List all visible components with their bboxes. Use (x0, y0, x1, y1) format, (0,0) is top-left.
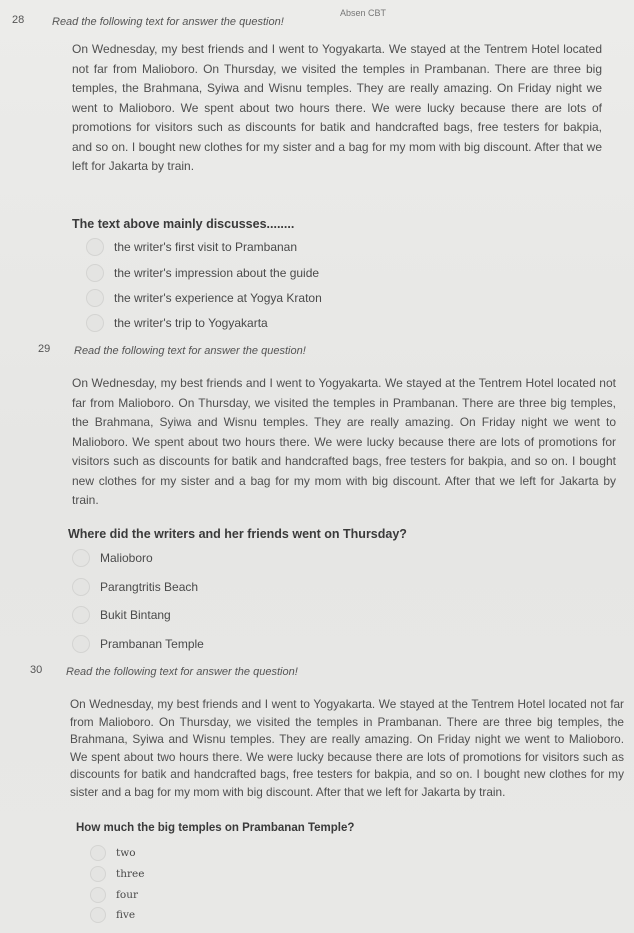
question-28-option-d[interactable] (86, 314, 268, 332)
question-30-option-c[interactable] (90, 887, 138, 903)
radio-button[interactable] (90, 866, 106, 882)
question-28-passage: On Wednesday, my best friends and I went to Yogyakarta. We stayed at the Tentrem Hotel located not far from Malioboro. On Thursday, we visited the temples in Prambanan. There are three big temples, the Brahmana, Syiwa and Wisnu temples. They are really amazing. On Friday night we went to Malioboro. We spent about two hours there. We were lucky because there are lots of promotions for visitors such as discounts for batik and handcrafted bags, free testers for bakpia, and so on. I bought new clothes for my sister and a bag for my mom with big discount. After that we left for Jakarta by train. (72, 42, 602, 173)
option-label: the writer's impression about the guide (114, 266, 320, 280)
question-29-option-d[interactable] (72, 635, 204, 653)
option-label: five (116, 909, 136, 921)
radio-button[interactable] (72, 606, 90, 624)
option-label: Parangtritis Beach (100, 580, 199, 594)
radio-button[interactable] (86, 314, 104, 332)
question-30-option-b[interactable] (90, 866, 144, 882)
question-30-passage: On Wednesday, my best friends and I went to Yogyakarta. We stayed at the Tentrem Hotel located not far from Malioboro. On Thursday, we visited the temples in Prambanan. There are three big temples, the Brahmana, Syiwa and Wisnu temples. They are really amazing. On Friday night we went to Malioboro. We spent about two hours there. We were lucky because there are lots of promotions for visitors such as discounts for batik and handcrafted bags, free testers for bakpia, and so on. I bought new clothes for my sister and a bag for my mom with big discount. After that we left for Jakarta by train. (70, 697, 624, 799)
radio-button[interactable] (86, 238, 104, 256)
question-29-instruction: Read the following text for answer the question! (74, 345, 306, 357)
radio-button[interactable] (90, 907, 106, 923)
question-30-option-d[interactable] (90, 907, 135, 923)
option-label: Bukit Bintang (100, 608, 171, 622)
option-label: two (116, 847, 136, 859)
question-30-number: 30 (30, 664, 43, 676)
question-30-option-a[interactable] (90, 845, 136, 861)
question-28-option-c[interactable] (86, 289, 322, 307)
option-label: Malioboro (100, 551, 153, 565)
question-28-number: 28 (12, 14, 25, 26)
radio-button[interactable] (72, 549, 90, 567)
question-29-number: 29 (38, 343, 51, 355)
option-label: the writer's experience at Yogya Kraton (114, 291, 322, 305)
question-28-option-b[interactable] (86, 264, 319, 282)
exam-header-tag: Absen CBT (340, 8, 387, 18)
option-label: Prambanan Temple (100, 637, 204, 651)
radio-button[interactable] (72, 578, 90, 596)
question-28-instruction: Read the following text for answer the question! (52, 16, 284, 28)
question-29-stem: Where did the writers and her friends went on Thursday? (68, 527, 407, 541)
radio-button[interactable] (86, 289, 104, 307)
question-29-option-b[interactable] (72, 578, 198, 596)
question-28-option-a[interactable] (86, 238, 297, 256)
option-label: the writer's first visit to Prambanan (114, 240, 298, 254)
question-29-option-a[interactable] (72, 549, 153, 567)
radio-button[interactable] (86, 264, 104, 282)
radio-button[interactable] (90, 887, 106, 903)
question-30-stem: How much the big temples on Prambanan Temple? (76, 822, 355, 834)
radio-button[interactable] (90, 845, 106, 861)
question-28-stem: The text above mainly discusses........ (72, 217, 295, 231)
option-label: three (116, 868, 145, 880)
question-30-instruction: Read the following text for answer the question! (66, 666, 298, 678)
option-label: the writer's trip to Yogyakarta (114, 316, 268, 330)
question-29-option-c[interactable] (72, 606, 171, 624)
question-29-passage: On Wednesday, my best friends and I went to Yogyakarta. We stayed at the Tentrem Hotel located not far from Malioboro. On Thursday, we visited the temples in Prambanan. There are three big temples, the Brahmana, Syiwa and Wisnu temples. They are really amazing. On Friday night we went to Malioboro. We spent about two hours there. We were lucky because there are lots of promotions for visitors such as discounts for batik and handcrafted bags, free testers for bakpia, and so on. I bought new clothes for my sister and a bag for my mom with big discount. After that we left for Jakarta by train. (72, 376, 616, 507)
option-label: four (116, 889, 138, 901)
radio-button[interactable] (72, 635, 90, 653)
